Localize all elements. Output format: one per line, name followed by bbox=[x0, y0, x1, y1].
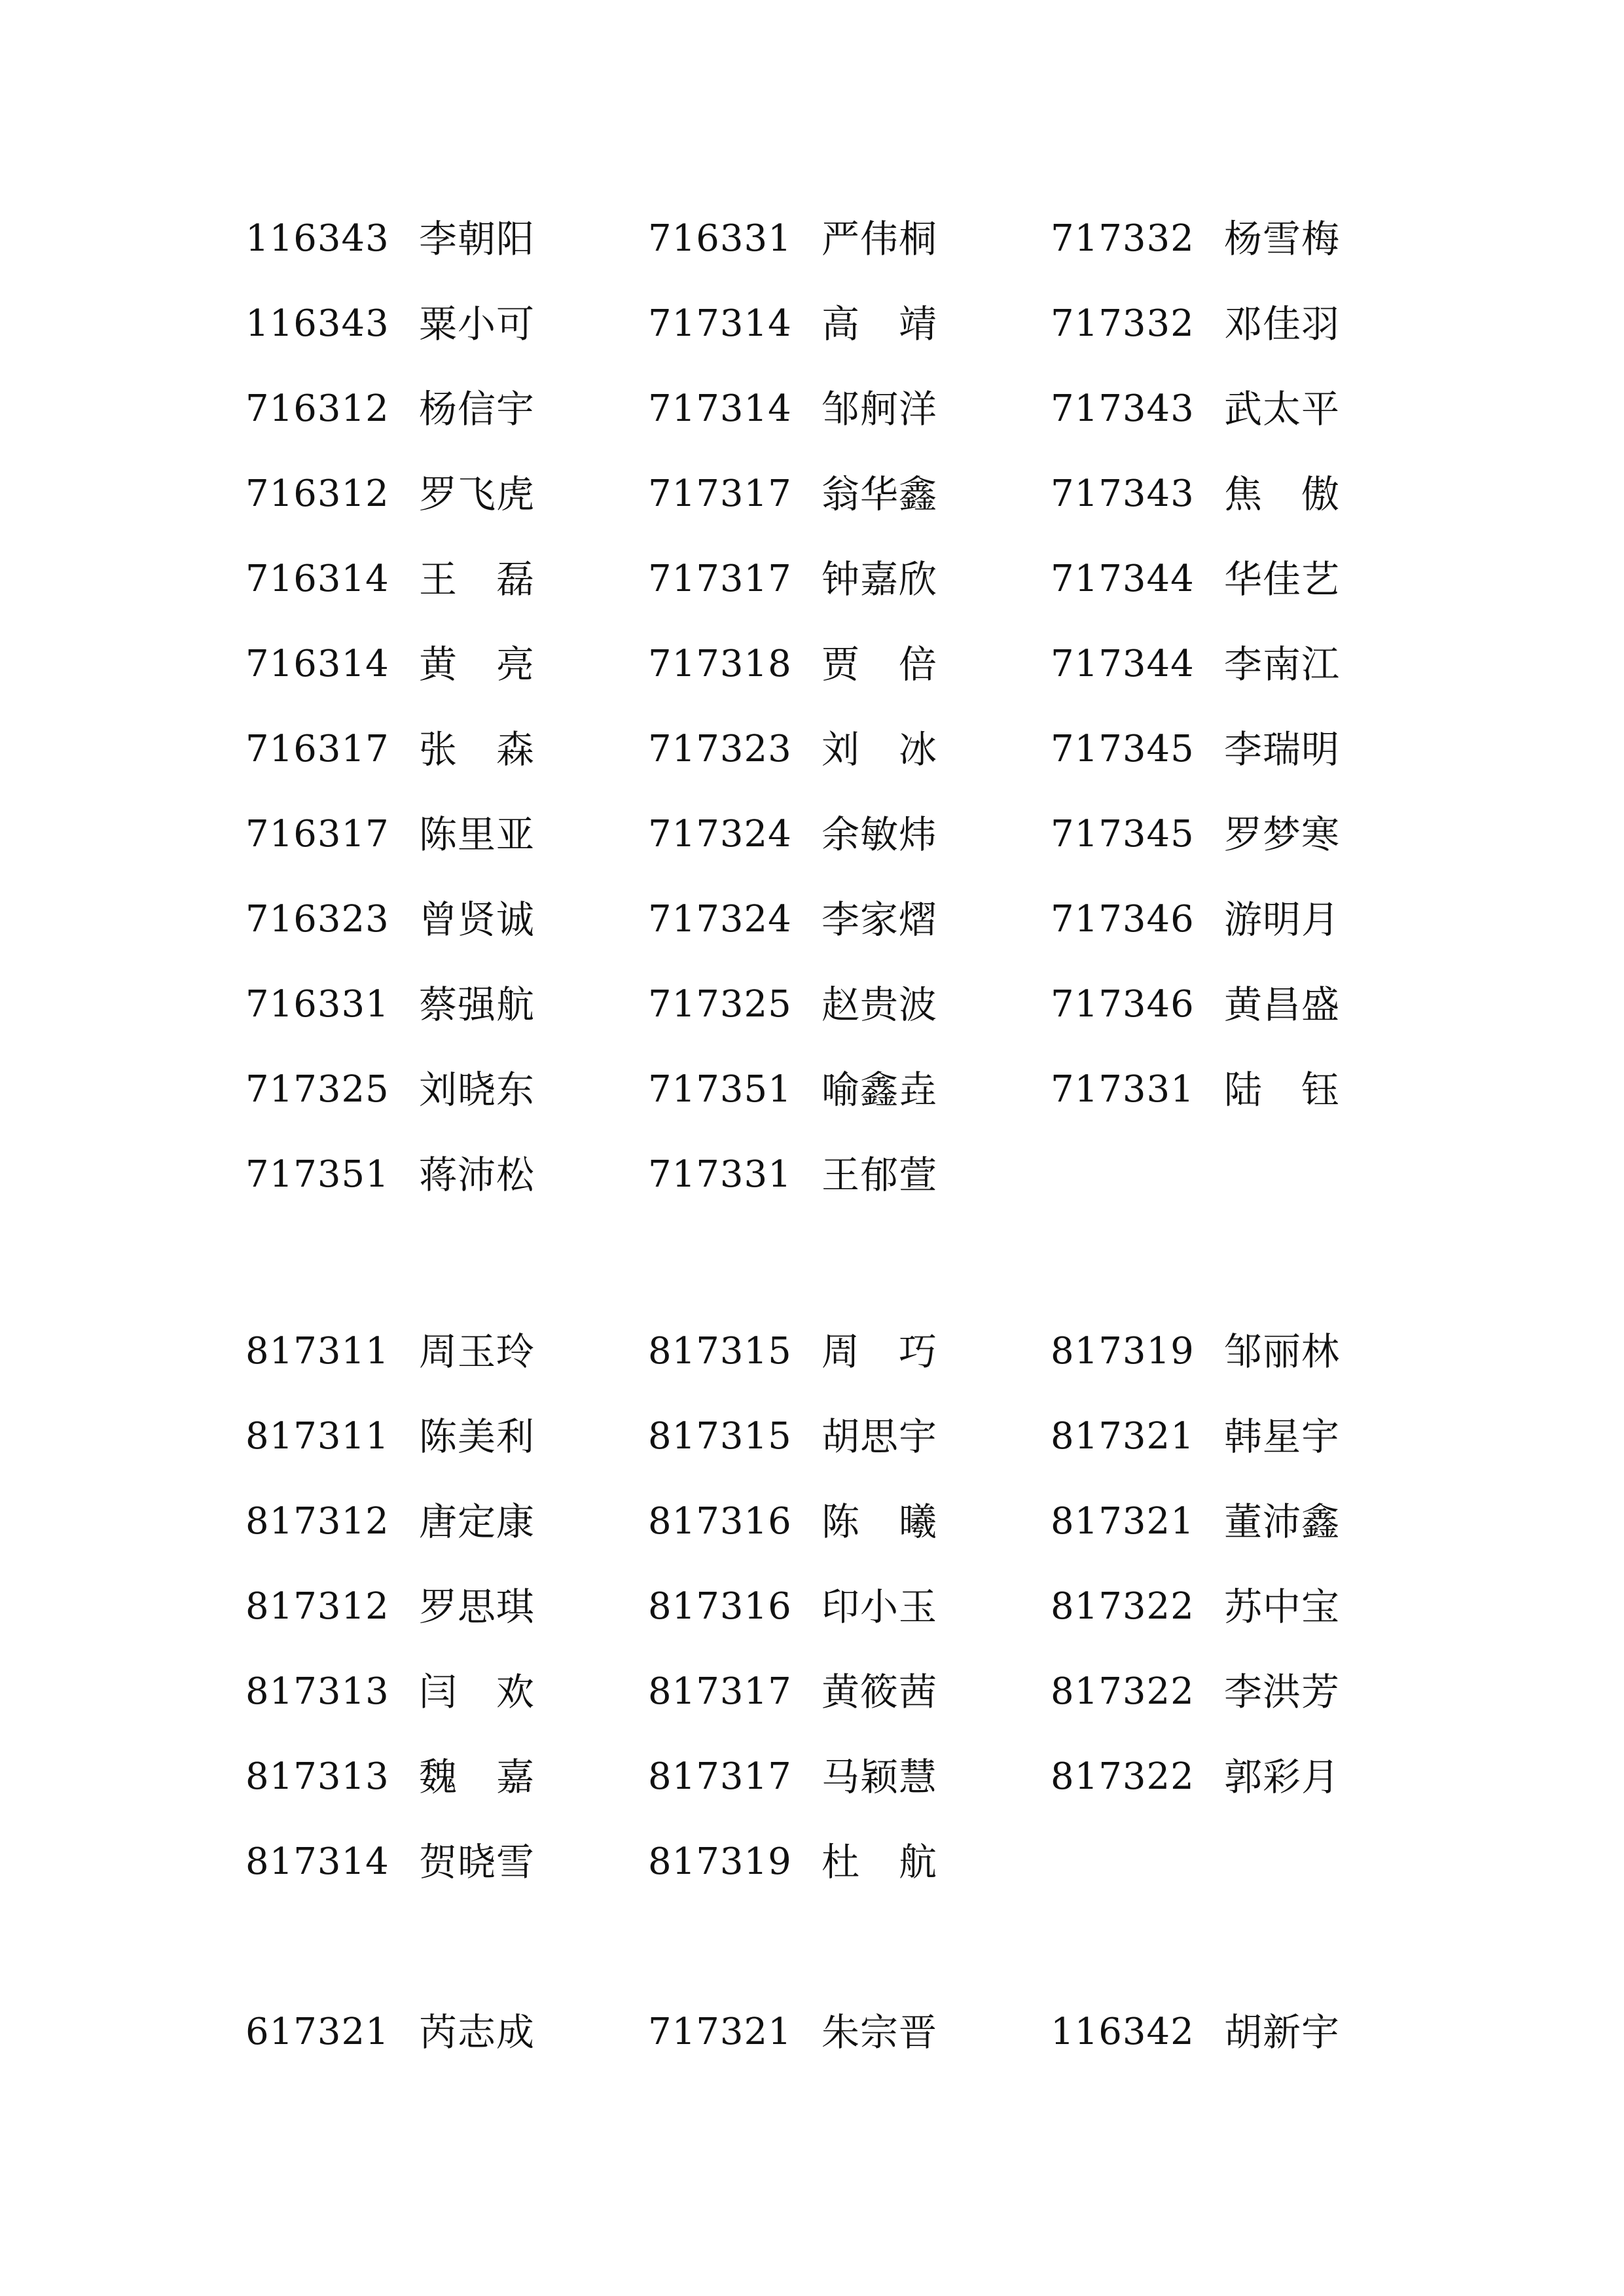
student-name: 贺 晓 雪 bbox=[419, 1840, 534, 1884]
class-code: 817314 bbox=[245, 1840, 389, 1883]
class-code: 717314 bbox=[648, 302, 792, 345]
class-code: 717325 bbox=[245, 1068, 389, 1111]
roster-row bbox=[0, 1145, 1624, 1230]
class-code: 817315 bbox=[648, 1415, 792, 1458]
student-name: 李 瑞 明 bbox=[1224, 727, 1339, 772]
student-name: 魏 嘉 bbox=[419, 1755, 534, 1799]
class-code: 717351 bbox=[648, 1068, 792, 1111]
class-code: 716312 bbox=[245, 473, 389, 515]
class-code: 817322 bbox=[1051, 1670, 1195, 1713]
student-name: 曾 贤 诚 bbox=[419, 897, 534, 942]
class-code: 817317 bbox=[648, 1670, 792, 1713]
student-name: 杨 雪 梅 bbox=[1224, 217, 1339, 261]
class-code: 817311 bbox=[245, 1330, 389, 1372]
student-name: 邹 舸 洋 bbox=[821, 387, 937, 431]
student-name: 罗 飞 虎 bbox=[419, 472, 534, 516]
class-code: 717343 bbox=[1051, 473, 1195, 515]
class-code: 716323 bbox=[245, 898, 389, 941]
class-code: 717317 bbox=[648, 558, 792, 600]
student-name: 李 南 江 bbox=[1224, 642, 1339, 687]
student-name: 朱 宗 晋 bbox=[821, 2010, 937, 2054]
student-name: 李 朝 阳 bbox=[419, 217, 534, 261]
class-code: 817316 bbox=[648, 1585, 792, 1628]
student-name: 芮 志 成 bbox=[419, 2010, 534, 2054]
student-name: 陆 钰 bbox=[1224, 1067, 1339, 1112]
class-code: 817312 bbox=[245, 1500, 389, 1543]
student-name: 蒋 沛 松 bbox=[419, 1153, 534, 1197]
roster-row bbox=[0, 1662, 1624, 1748]
student-name: 刘 晓 东 bbox=[419, 1067, 534, 1112]
roster-row bbox=[0, 1407, 1624, 1492]
roster-row bbox=[0, 805, 1624, 890]
student-name: 余 敏 炜 bbox=[821, 812, 937, 857]
roster-section bbox=[0, 2003, 1624, 2088]
class-code: 717346 bbox=[1051, 983, 1195, 1026]
class-code: 717344 bbox=[1051, 643, 1195, 685]
class-code: 717324 bbox=[648, 898, 792, 941]
student-name: 黄 亮 bbox=[419, 642, 534, 687]
class-code: 717344 bbox=[1051, 558, 1195, 600]
class-code: 817316 bbox=[648, 1500, 792, 1543]
roster-section bbox=[0, 209, 1624, 1230]
roster-row bbox=[0, 1748, 1624, 1833]
student-name: 王 郁 萱 bbox=[821, 1153, 937, 1197]
student-name: 唐 定 康 bbox=[419, 1499, 534, 1544]
student-name: 胡 新 宇 bbox=[1224, 2010, 1339, 2054]
student-name: 周 玉 玲 bbox=[419, 1329, 534, 1374]
student-name: 邹 丽 林 bbox=[1224, 1329, 1339, 1374]
class-code: 817322 bbox=[1051, 1585, 1195, 1628]
class-code: 116342 bbox=[1051, 2011, 1195, 2053]
class-code: 717346 bbox=[1051, 898, 1195, 941]
student-name: 贾 倍 bbox=[821, 642, 937, 687]
class-code: 817313 bbox=[245, 1755, 389, 1798]
class-code: 717325 bbox=[648, 983, 792, 1026]
class-code: 716317 bbox=[245, 813, 389, 855]
class-code: 716317 bbox=[245, 728, 389, 770]
class-code: 817311 bbox=[245, 1415, 389, 1458]
student-name: 周 巧 bbox=[821, 1329, 937, 1374]
student-name: 陈 曦 bbox=[821, 1499, 937, 1544]
student-name: 王 磊 bbox=[419, 557, 534, 601]
roster-row bbox=[0, 1322, 1624, 1407]
roster-row bbox=[0, 1492, 1624, 1577]
class-code: 717318 bbox=[648, 643, 792, 685]
roster-row bbox=[0, 975, 1624, 1060]
class-code: 717332 bbox=[1051, 217, 1195, 260]
class-code: 717331 bbox=[1051, 1068, 1195, 1111]
class-code: 717324 bbox=[648, 813, 792, 855]
class-code: 617321 bbox=[245, 2011, 389, 2053]
student-name: 邓 佳 羽 bbox=[1224, 302, 1339, 346]
student-name: 武 太 平 bbox=[1224, 387, 1339, 431]
student-name: 钟 嘉 欣 bbox=[821, 557, 937, 601]
roster-row bbox=[0, 1577, 1624, 1662]
student-name: 郭 彩 月 bbox=[1224, 1755, 1339, 1799]
roster-row bbox=[0, 1060, 1624, 1145]
student-name: 杜 航 bbox=[821, 1840, 937, 1884]
student-name: 闫 欢 bbox=[419, 1670, 534, 1714]
roster-row bbox=[0, 890, 1624, 975]
roster-row bbox=[0, 380, 1624, 465]
student-name: 赵 贵 波 bbox=[821, 982, 937, 1027]
student-name: 刘 冰 bbox=[821, 727, 937, 772]
student-name: 李 家 熠 bbox=[821, 897, 937, 942]
roster-section bbox=[0, 1322, 1624, 1918]
student-name: 苏 中 宝 bbox=[1224, 1585, 1339, 1629]
class-code: 717317 bbox=[648, 473, 792, 515]
student-name: 蔡 强 航 bbox=[419, 982, 534, 1027]
student-name: 华 佳 艺 bbox=[1224, 557, 1339, 601]
student-name: 焦 傲 bbox=[1224, 472, 1339, 516]
class-code: 817321 bbox=[1051, 1415, 1195, 1458]
student-name: 游 明 月 bbox=[1224, 897, 1339, 942]
student-name: 胡 思 宇 bbox=[821, 1414, 937, 1459]
roster-row bbox=[0, 2003, 1624, 2088]
class-code: 717343 bbox=[1051, 387, 1195, 430]
class-code: 717314 bbox=[648, 387, 792, 430]
class-code: 717332 bbox=[1051, 302, 1195, 345]
student-name: 翁 华 鑫 bbox=[821, 472, 937, 516]
class-code: 817317 bbox=[648, 1755, 792, 1798]
roster-row bbox=[0, 720, 1624, 805]
class-code: 817313 bbox=[245, 1670, 389, 1713]
student-name: 张 森 bbox=[419, 727, 534, 772]
student-name: 粟 小 可 bbox=[419, 302, 534, 346]
student-name: 印 小 玉 bbox=[821, 1585, 937, 1629]
roster-row bbox=[0, 465, 1624, 550]
class-code: 717345 bbox=[1051, 813, 1195, 855]
class-code: 717323 bbox=[648, 728, 792, 770]
student-name: 罗 思 琪 bbox=[419, 1585, 534, 1629]
student-name: 罗 梦 寒 bbox=[1224, 812, 1339, 857]
class-code: 817319 bbox=[648, 1840, 792, 1883]
student-name: 高 靖 bbox=[821, 302, 937, 346]
class-code: 716331 bbox=[648, 217, 792, 260]
student-name: 杨 信 宇 bbox=[419, 387, 534, 431]
class-code: 717321 bbox=[648, 2011, 792, 2053]
class-code: 817322 bbox=[1051, 1755, 1195, 1798]
class-code: 716331 bbox=[245, 983, 389, 1026]
class-code: 817315 bbox=[648, 1330, 792, 1372]
student-name: 韩 星 宇 bbox=[1224, 1414, 1339, 1459]
student-name: 董 沛 鑫 bbox=[1224, 1499, 1339, 1544]
class-code: 717331 bbox=[648, 1153, 792, 1196]
student-name: 陈 里 亚 bbox=[419, 812, 534, 857]
class-code: 817321 bbox=[1051, 1500, 1195, 1543]
student-name: 黄 筱 茜 bbox=[821, 1670, 937, 1714]
class-code: 717351 bbox=[245, 1153, 389, 1196]
roster-row bbox=[0, 1833, 1624, 1918]
class-code: 716312 bbox=[245, 387, 389, 430]
class-code: 716314 bbox=[245, 558, 389, 600]
student-name: 马 颖 慧 bbox=[821, 1755, 937, 1799]
class-code: 116343 bbox=[245, 217, 389, 260]
roster-row bbox=[0, 209, 1624, 295]
class-code: 717345 bbox=[1051, 728, 1195, 770]
student-name: 喻 鑫 垚 bbox=[821, 1067, 937, 1112]
class-code: 817319 bbox=[1051, 1330, 1195, 1372]
roster-row bbox=[0, 295, 1624, 380]
student-name: 黄 昌 盛 bbox=[1224, 982, 1339, 1027]
class-code: 716314 bbox=[245, 643, 389, 685]
student-name: 严 伟 桐 bbox=[821, 217, 937, 261]
class-code: 116343 bbox=[245, 302, 389, 345]
student-name: 李 洪 芳 bbox=[1224, 1670, 1339, 1714]
roster-row bbox=[0, 635, 1624, 720]
roster-row bbox=[0, 550, 1624, 635]
class-code: 817312 bbox=[245, 1585, 389, 1628]
student-name: 陈 美 利 bbox=[419, 1414, 534, 1459]
